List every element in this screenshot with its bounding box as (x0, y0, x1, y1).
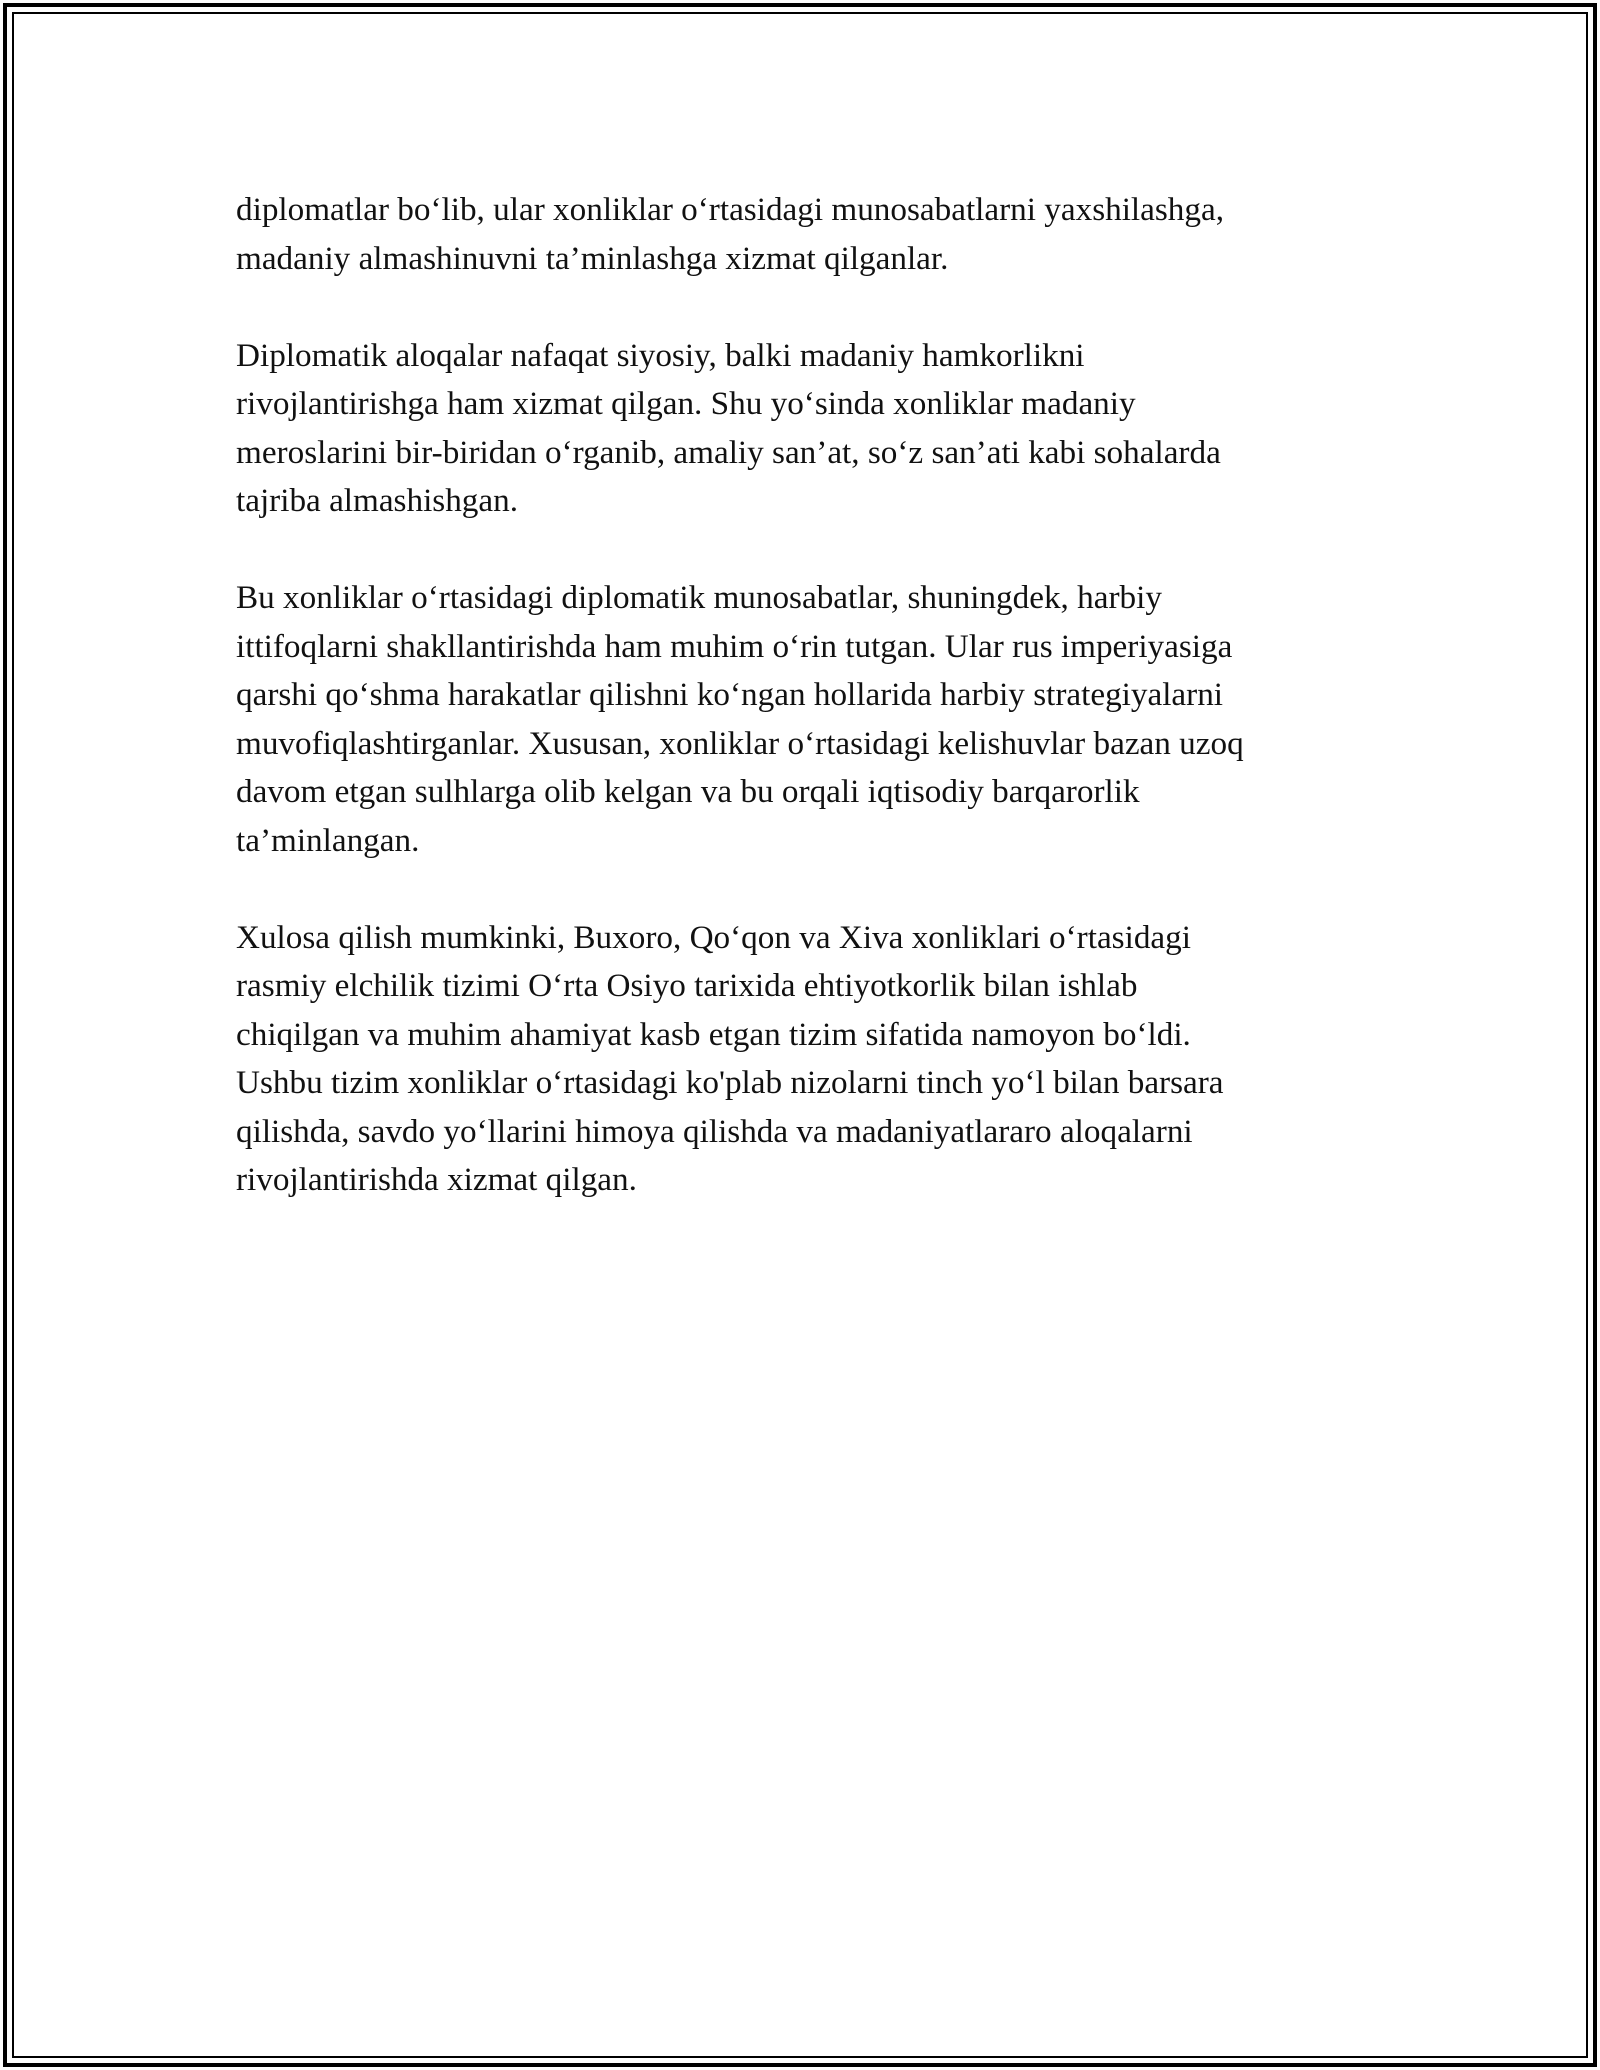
paragraph-line: ittifoqlarni shakllantirishda ham muhim o‘rin tutgan. Ular rus imperiyasiga (236, 627, 1233, 665)
paragraph-line: Diplomatik aloqalar nafaqat siyosiy, balki madaniy hamkorlikni (236, 336, 1085, 374)
paragraph-line: rasmiy elchilik tizimi O‘rta Osiyo tarixida ehtiyotkorlik bilan ishlab (236, 967, 1138, 1004)
paragraph-line: muvofiqlashtirganlar. Xususan, xonliklar o‘rtasidagi kelishuvlar bazan uzoq (236, 724, 1244, 762)
paragraph-1 (236, 186, 1366, 283)
paragraph-line: Xulosa qilish mumkinki, Buxoro, Qo‘qon va Xiva xonliklari o‘rtasidagi (236, 918, 1191, 956)
paragraph-line: rivojlantirishda xizmat qilgan. (236, 1161, 637, 1198)
paragraph-2 (236, 332, 1366, 526)
paragraph-line: tajriba almashishgan. (236, 482, 519, 519)
paragraph-line: meroslarini bir-biridan o‘rganib, amaliy san’at, so‘z san’ati kabi sohalarda (236, 433, 1221, 471)
paragraph-line: Bu xonliklar o‘rtasidagi diplomatik munosabatlar, shuningdek, harbiy (236, 579, 1162, 616)
paragraph-line: ta’minlangan. (236, 821, 420, 859)
paragraph-line: davom etgan sulhlarga olib kelgan va bu orqali iqtisodiy barqarorlik (236, 773, 1140, 810)
paragraph-line: madaniy almashinuvni ta’minlashga xizmat qilganlar. (236, 239, 949, 277)
paragraph-line: qilishda, savdo yo‘llarini himoya qilishda va madaniyatlararo aloqalarni (236, 1112, 1193, 1150)
document-body (236, 186, 1366, 1253)
paragraph-line: Ushbu tizim xonliklar o‘rtasidagi ko'plab nizolarni tinch yo‘l bilan barsara (236, 1064, 1224, 1101)
paragraph-line: chiqilgan va muhim ahamiyat kasb etgan tizim sifatida namoyon bo‘ldi. (236, 1015, 1191, 1053)
paragraph-line: diplomatlar bo‘lib, ular xonliklar o‘rtasidagi munosabatlarni yaxshilashga, (236, 191, 1225, 228)
paragraph-line: rivojlantirishga ham xizmat qilgan. Shu yo‘sinda xonliklar madaniy (236, 385, 1136, 422)
paragraph-line: qarshi qo‘shma harakatlar qilishni ko‘ngan hollarida harbiy strategiyalarni (236, 676, 1224, 713)
paragraph-3 (236, 574, 1366, 865)
paragraph-4 (236, 914, 1366, 1205)
